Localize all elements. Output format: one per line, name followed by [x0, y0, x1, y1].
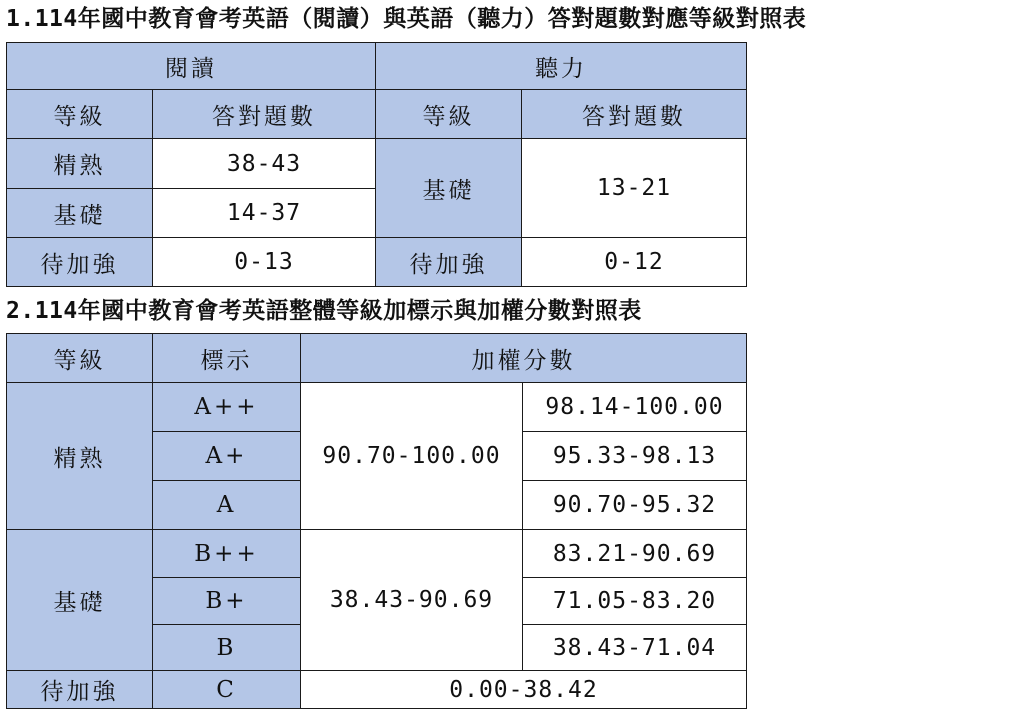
mark-cell: A++ — [153, 383, 301, 432]
reading-count-header: 答對題數 — [153, 90, 376, 139]
reading-count-cell: 0-13 — [153, 238, 376, 287]
level-header: 等級 — [7, 334, 153, 383]
mark-cell: A — [153, 481, 301, 530]
score-cell: 98.14-100.00 — [523, 383, 747, 432]
listening-count-cell: 0-12 — [522, 238, 747, 287]
listening-level-cell: 基礎 — [376, 139, 522, 238]
score-cell: 83.21-90.69 — [523, 530, 747, 578]
reading-level-header: 等級 — [7, 90, 153, 139]
listening-count-header: 答對題數 — [522, 90, 747, 139]
level-cell: 基礎 — [7, 530, 153, 671]
level-range-cell: 0.00-38.42 — [301, 671, 747, 709]
mark-cell: C — [153, 671, 301, 709]
listening-count-cell: 13-21 — [522, 139, 747, 238]
level-cell: 待加強 — [7, 671, 153, 709]
mark-cell: B++ — [153, 530, 301, 578]
reading-count-cell: 38-43 — [153, 139, 376, 189]
score-header: 加權分數 — [301, 334, 747, 383]
score-cell: 71.05-83.20 — [523, 578, 747, 625]
mark-cell: B+ — [153, 578, 301, 625]
listening-level-cell: 待加強 — [376, 238, 522, 287]
reading-level-cell: 基礎 — [7, 189, 153, 238]
reading-count-cell: 14-37 — [153, 189, 376, 238]
table1-title: 1.114年國中教育會考英語（閱讀）與英語（聽力）答對題數對應等級對照表 — [6, 6, 807, 32]
mark-cell: B — [153, 625, 301, 671]
score-cell: 38.43-71.04 — [523, 625, 747, 671]
listening-header: 聽力 — [376, 43, 747, 90]
reading-level-cell: 待加強 — [7, 238, 153, 287]
reading-level-cell: 精熟 — [7, 139, 153, 189]
level-cell: 精熟 — [7, 383, 153, 530]
reading-listening-table — [6, 42, 747, 287]
level-range-cell: 90.70-100.00 — [301, 383, 523, 530]
weighted-score-table — [6, 333, 747, 709]
listening-level-header: 等級 — [376, 90, 522, 139]
table2-title: 2.114年國中教育會考英語整體等級加標示與加權分數對照表 — [6, 298, 642, 324]
score-cell: 90.70-95.32 — [523, 481, 747, 530]
score-cell: 95.33-98.13 — [523, 432, 747, 481]
level-range-cell: 38.43-90.69 — [301, 530, 523, 671]
mark-header: 標示 — [153, 334, 301, 383]
mark-cell: A+ — [153, 432, 301, 481]
reading-header: 閱讀 — [7, 43, 376, 90]
